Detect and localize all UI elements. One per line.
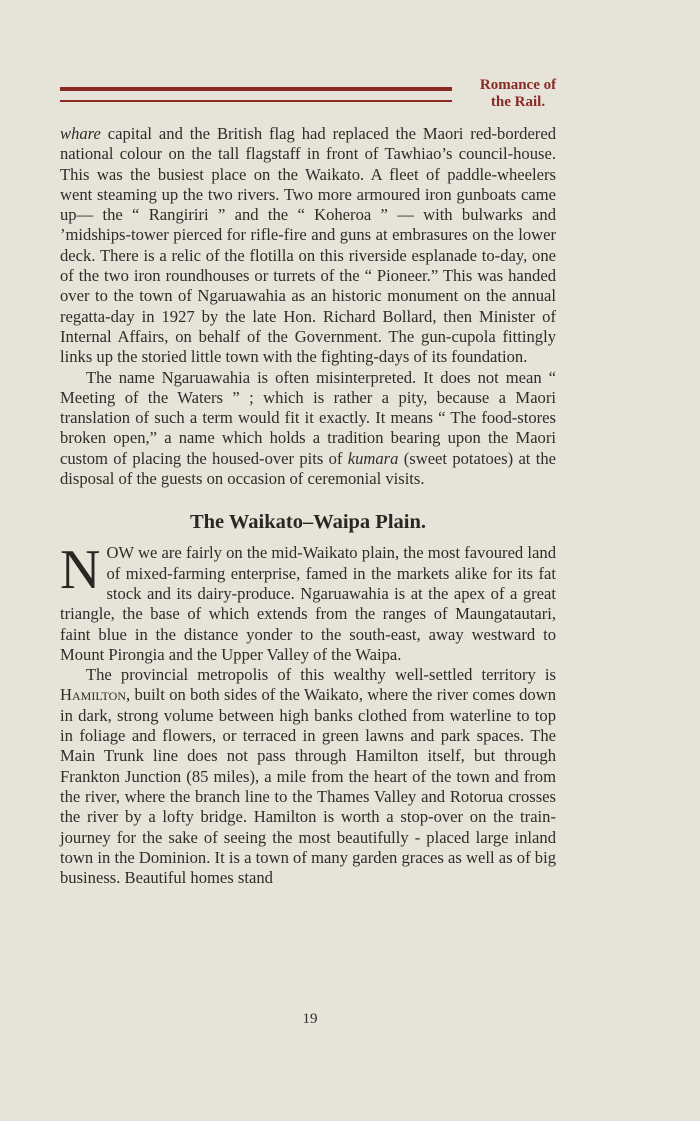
body-text bbox=[60, 124, 556, 888]
hamilton-smallcaps: Hamilton bbox=[60, 685, 126, 705]
header-rule-thin bbox=[60, 100, 452, 102]
italic-word-whare: whare bbox=[60, 124, 101, 143]
paragraph-2 bbox=[60, 368, 556, 490]
paragraph-3-text: OW we are fairly on the mid-Waikato plain, the most favoured land of mixed-farming enterprise, famed in the markets alike for its fat stock and its dairy-produce. Ngaruawahia is at the apex of a great triangle, the base of which extends from the ranges of Maungatautari, faint blue in the distance yonder to the south-east, away westward to Mount Pirongia and the Upper Valley of the Waipa. bbox=[60, 543, 556, 664]
section-title: The Waikato–Waipa Plain. bbox=[189, 511, 426, 534]
header-rule-thick bbox=[60, 87, 452, 91]
paragraph-1-text: capital and the British flag had replaced the Maori red-bordered national colour on the tall flagstaff in front of Tawhiao’s council-house. This was the busiest place on the Waikato. A fleet of paddle-wheelers went steaming up the two rivers. Two more armoured iron gunboats came up— the “ Rangiriri ” and the “ Koheroa ” — with bulwarks and ’midships-tower pierced for rifle-fire and guns at embrasures on the lower deck. There is a relic of the flotilla on this riverside esplanade to-day, one of the two iron roundhouses or turrets of the “ Pioneer.” This was handed over to the town of Ngaruawahia as an historic monument on the annual regatta-day in 1927 by the late Hon. Richard Bollard, then Minister of Internal Affairs, on behalf of the Government. The gun-cupola fittingly links up the storied little town with the fighting-days of its foundation. bbox=[60, 124, 556, 367]
page-number: 19 bbox=[302, 1011, 318, 1027]
italic-word-kumara: kumara bbox=[347, 448, 399, 468]
running-head bbox=[463, 77, 573, 111]
running-head-line1: Romance of bbox=[479, 77, 557, 93]
drop-cap: N bbox=[60, 539, 101, 602]
paragraph-4-text-a: The provincial metropolis of this wealthy well-settled territory is bbox=[86, 665, 556, 685]
paragraph-3 bbox=[60, 539, 556, 665]
paragraph-4 bbox=[60, 665, 556, 888]
paragraph-4-text-b: , built on both sides of the Waikato, where the river comes down in dark, strong volume between high banks clothed from waterline to top in foliage and flowers, or terraced in green lawns and park spaces. The Main Trunk line does not pass through Hamilton itself, but through Frankton Junction (85 miles), a mile from the heart of the town and from the river, where the branch line to the Thames Valley and Rotorua crosses the river by a lofty bridge. Hamilton is worth a stop-over on the train-journey for the sake of seeing the most beautifully - placed large inland town in the Dominion. It is a town of many garden graces as well as of big business. Beautiful homes stand bbox=[60, 685, 556, 888]
paragraph-2-text-b: (sweet potatoes) at the disposal of the guests on occasion of ceremonial visits. bbox=[60, 448, 556, 489]
paragraph-2-text-a: The name Ngaruawahia is often misinterpreted. It does not mean “ Meeting of the Waters ” ; which is rather a pity, because a Maori translation of such a term would fit it exactly. It means “ The food-stores broken open,” a name which holds a tradition bearing upon the Maori custom of placing the housed-over pits of bbox=[60, 367, 556, 468]
running-head-line2: the Rail. bbox=[490, 94, 546, 110]
paragraph-1 bbox=[60, 124, 556, 368]
